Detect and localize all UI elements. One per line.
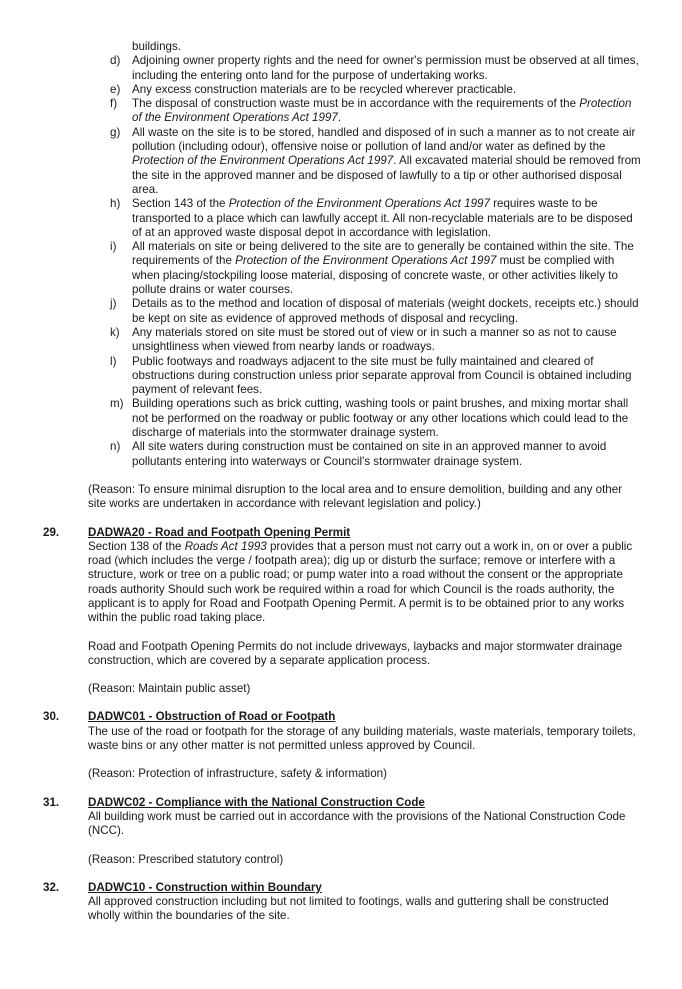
- text-run: Road and Footpath Opening Permits do not include driveways, laybacks and major stormwater drainage construction, which are covered by a separate application process.: [88, 639, 623, 667]
- section-paragraph: [88, 810, 642, 839]
- list-item-label: d): [110, 54, 121, 68]
- text-run: Public footways and roadways adjacent to the site must be fully maintained and cleared of obstructions during construction unless prior separate approval from Council is obtained including payment of relevant fees.: [132, 354, 632, 397]
- list-item: [0, 54, 682, 83]
- section-paragraph: [88, 853, 642, 867]
- list-item-text: [132, 126, 641, 196]
- text-run: Section 138 of the: [88, 539, 185, 553]
- reason-paragraph: (Reason: To ensure minimal disruption to the local area and to ensure demolition, building and any other site works are undertaken in accordance with relevant legislation and policy.): [88, 482, 623, 511]
- list-item-label: n): [110, 440, 121, 454]
- list-item: [0, 97, 682, 126]
- list-item: [0, 397, 682, 440]
- list-item: [0, 197, 682, 240]
- italic-text: Protection of the Environment Operations Act 1997: [132, 97, 632, 125]
- list-item: [0, 326, 682, 355]
- list-item-text: [132, 440, 606, 467]
- list-item-text: [132, 297, 639, 324]
- italic-text: Protection of the Environment Operations Act 1997: [235, 254, 497, 268]
- list-item-text: [132, 40, 181, 53]
- section-paragraph: [88, 682, 642, 696]
- section-paragraph: [88, 767, 642, 781]
- section-heading: DADWC01 - Obstruction of Road or Footpath: [88, 710, 336, 724]
- list-item-label: k): [110, 325, 120, 339]
- condition-section: [0, 526, 682, 697]
- section-number: 29.: [43, 525, 60, 539]
- condition-section: [0, 710, 682, 781]
- text-run: All waste on the site is to be stored, handled and disposed of in such a manner as to not create air pollution (including odour), offensive noise or pollution of land and/or water as defined by the: [132, 125, 636, 154]
- list-item-text: [132, 97, 631, 124]
- text-run: Building operations such as brick cutting, washing tools or paint brushes, and mixing mortar shall not be performed on the roadway or public footway or any other locations which could lead to the discharge of materials into the stormwater drainage system.: [132, 397, 629, 440]
- text-run: (Reason: Protection of infrastructure, safety & information): [88, 767, 387, 781]
- section-heading: DADWC02 - Compliance with the National Construction Code: [88, 795, 425, 809]
- list-item: [0, 40, 682, 54]
- text-run: All building work must be carried out in accordance with the provisions of the National Construction Code (NCC).: [88, 809, 626, 838]
- list-item: [0, 297, 682, 326]
- list-item-label: f): [110, 97, 118, 111]
- text-run: Any materials stored on site must be stored out of view or in such a manner so as not to cause unsightliness when viewed from nearby lands or roadways.: [132, 325, 617, 354]
- text-run: buildings.: [132, 40, 181, 53]
- text-run: The use of the road or footpath for the storage of any building materials, waste materials, temporary toilets, waste bins or any other matter is not permitted unless approved by Council.: [88, 724, 636, 753]
- section-paragraph: [88, 540, 642, 626]
- list-item: [0, 440, 682, 469]
- list-item-label: m): [110, 397, 124, 411]
- text-run: provides that a person must not carry out a work in, on or over a public road (which includes the verge / footpath area); dig up or disturb the surface; remove or interfere with a structure, work or tree on a public road; or pump water into a road without the consent or the appropriate roads authority Should such work be required within a road for which Council is the roads authority, the applicant is to apply for Road and Footpath Opening Permit. A permit is to be obtained prior to any works within the public road taking place.: [88, 539, 633, 625]
- list-item-label: e): [110, 82, 121, 96]
- list-item: [0, 126, 682, 197]
- list-item: [0, 355, 682, 398]
- condition-section: [0, 881, 682, 924]
- text-run: . All excavated material should be removed from the site in the approved manner and be disposed of lawfully to a tip or other authorised disposal area.: [132, 154, 641, 196]
- text-run: must be complied with when placing/stockpiling loose material, disposing of concrete waste, or other activities likely to pollute drains or water courses.: [132, 254, 618, 297]
- sections: [0, 526, 682, 938]
- section-heading: DADWC10 - Construction within Boundary: [88, 880, 322, 894]
- section-paragraph: [88, 640, 642, 669]
- italic-text: Roads Act 1993: [184, 539, 267, 553]
- list-item: [0, 83, 682, 97]
- italic-text: Protection of the Environment Operations Act 1997: [228, 197, 490, 211]
- list-item-text: [132, 83, 516, 96]
- list-item-text: [132, 326, 617, 353]
- text-run: The disposal of construction waste must be in accordance with the requirements of the: [132, 97, 580, 111]
- section-paragraph: [88, 725, 642, 754]
- list-item-text: [132, 355, 631, 397]
- text-run: (Reason: Maintain public asset): [88, 682, 251, 696]
- section-number: 31.: [43, 795, 60, 809]
- text-run: .: [337, 111, 342, 125]
- section-heading: DADWA20 - Road and Footpath Opening Permit: [88, 525, 351, 539]
- list-item-label: g): [110, 125, 121, 139]
- document-page: [0, 40, 682, 938]
- list-item-text: [132, 397, 628, 439]
- list-item-text: [132, 54, 639, 81]
- conditions-list: [0, 40, 682, 469]
- list-item-text: [132, 240, 634, 296]
- italic-text: Protection of the Environment Operations Act 1997: [132, 154, 394, 168]
- text-run: Section 143 of the: [132, 197, 229, 211]
- section-number: 30.: [43, 710, 60, 724]
- text-run: (Reason: Prescribed statutory control): [88, 852, 284, 866]
- text-run: Details as to the method and location of disposal of materials (weight dockets, receipts etc.) should be kept on site as evidence of approved methods of disposal and recycling.: [132, 297, 639, 325]
- section-number: 32.: [43, 880, 60, 894]
- list-item-label: l): [110, 354, 117, 368]
- condition-section: [0, 796, 682, 867]
- list-item-label: h): [110, 197, 121, 211]
- list-item-label: j): [110, 297, 117, 311]
- text-run: Any excess construction materials are to be recycled wherever practicable.: [132, 82, 517, 96]
- list-item-label: i): [110, 240, 117, 254]
- text-run: requires waste to be transported to a place which can lawfully accept it. All non-recyclable materials are to be disposed of at an approved waste disposal depot in accordance with legislation.: [132, 197, 633, 239]
- list-item-text: [132, 197, 633, 239]
- text-run: All materials on site or being delivered to the site are to generally be contained within the site. The requirements of the: [132, 240, 634, 268]
- list-item: [0, 240, 682, 297]
- text-run: All site waters during construction must be contained on site in an approved manner to avoid pollutants entering into waterways or Council's stormwater drainage system.: [132, 440, 607, 468]
- text-run: Adjoining owner property rights and the need for owner's permission must be observed at all times, including the entering onto land for the purpose of undertaking works.: [132, 54, 639, 82]
- section-paragraph: [88, 895, 642, 924]
- text-run: All approved construction including but not limited to footings, walls and guttering shall be constructed wholly within the boundaries of the site.: [88, 895, 609, 923]
